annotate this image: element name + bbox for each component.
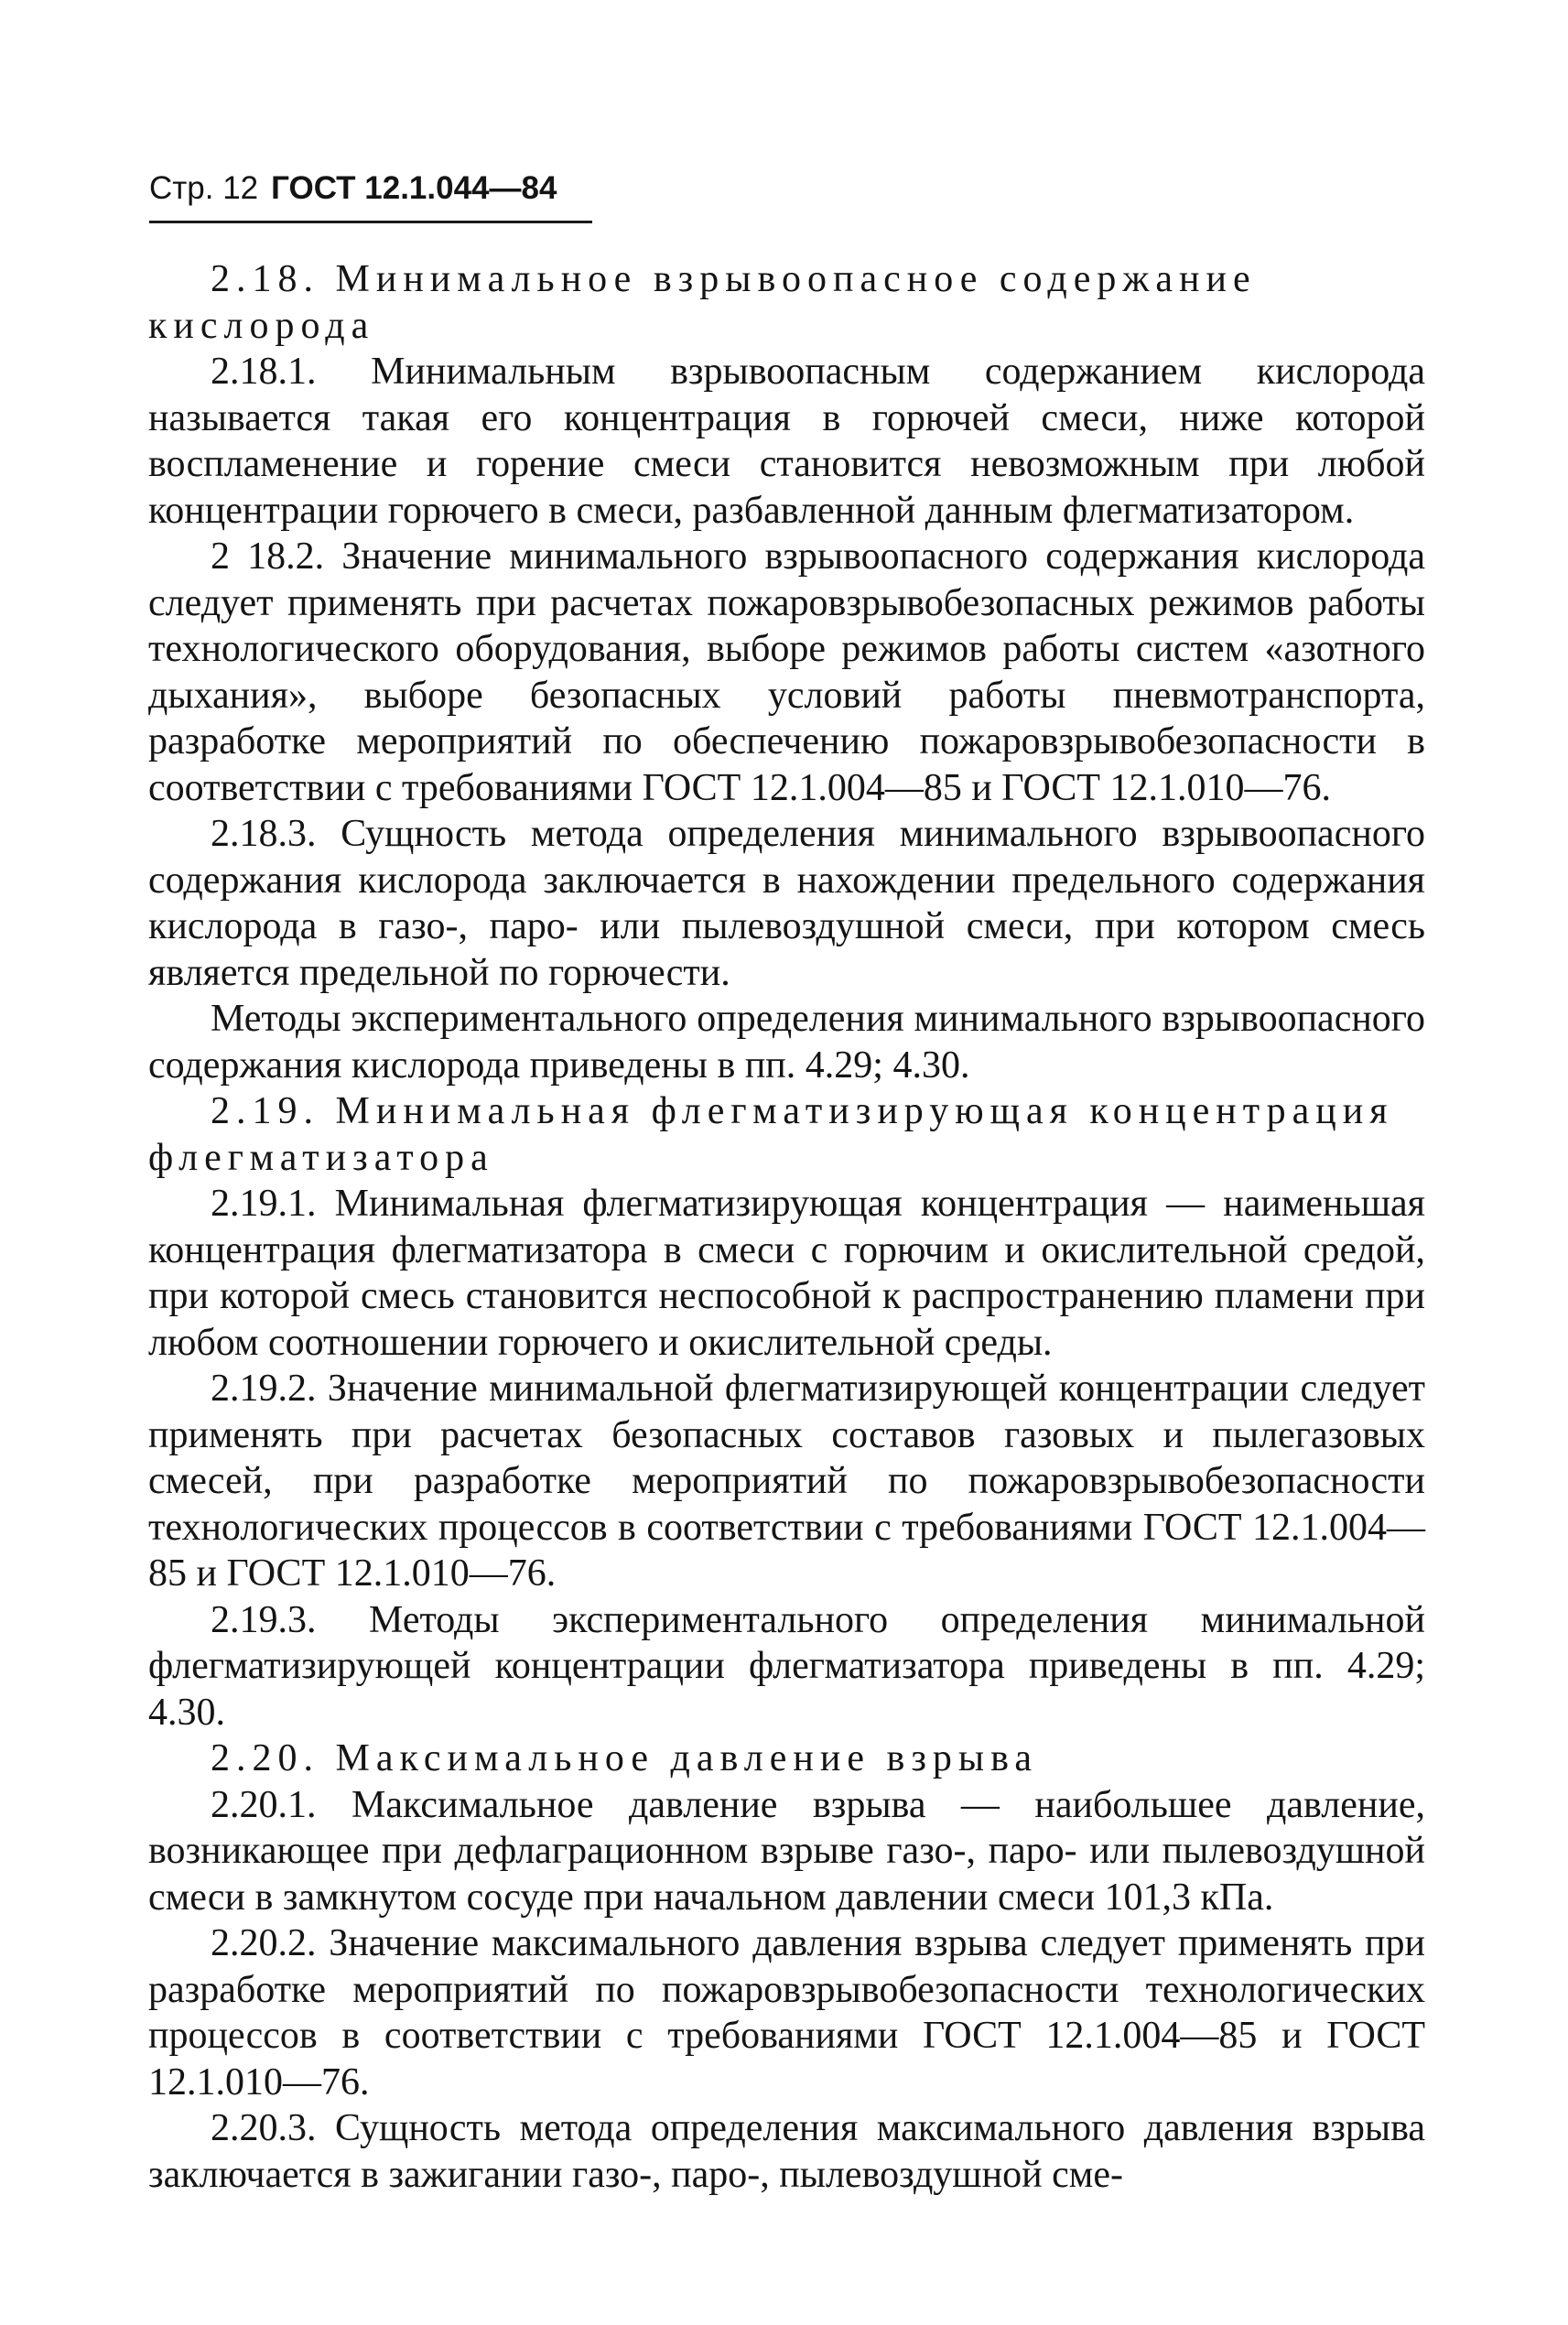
header-divider <box>149 221 592 223</box>
paragraph-2-18-2: 2 18.2. Значение минимального взрывоопасного содержания кислорода следует применять при расчетах пожаровзрывобезопасных режимов работы технологического оборудования, выборе режимов работы систем «азотного дыхания», выборе безопасных условий работы пневмотранспорта, разработке мероприятий по обеспечению пожаровзрывобезопасности в соответствии с требованиями ГОСТ 12.1.004—85 и ГОСТ 12.1.010—76. <box>148 535 1425 809</box>
section-title-2-19: 2.19. Минимальная флегматизирующая концентрация флегматизатора <box>148 1090 1394 1179</box>
paragraph-2-20-3: 2.20.3. Сущность метода определения максимального давления взрыва заключается в зажигании газо-, паро-, пылевоздушной сме- <box>148 2107 1425 2196</box>
paragraph-2-18-methods: Методы экспериментального определения минимального взрывоопасного содержания кислорода приведены в пп. 4.29; 4.30. <box>148 998 1425 1087</box>
paragraph-2-18-3: 2.18.3. Сущность метода определения минимального взрывоопасного содержания кислорода заключается в нахождении предельного содержания кислорода в газо-, паро- или пылевоздушной смеси, при котором смесь является предельной по горючести. <box>148 813 1425 994</box>
paragraph-2-19-2: 2.19.2. Значение минимальной флегматизирующей концентрации следует применять при расчетах безопасных составов газовых и пылегазовых смесей, при разработке мероприятий по пожаровзрывобезопасности технологических процессов в соответствии с требованиями ГОСТ 12.1.004—85 и ГОСТ 12.1.010—76. <box>148 1368 1425 1595</box>
page-header <box>149 170 592 225</box>
paragraph-2-19-1: 2.19.1. Минимальная флегматизирующая концентрация — наименьшая концентрация флегматизатора в смеси с горючим и окислительной средой, при которой смесь становится неспособной к распространению пламени при любом соотношении горючего и окислительной среды. <box>148 1183 1425 1364</box>
paragraph-2-18-1: 2.18.1. Минимальным взрывоопасным содержанием кислорода называется такая его концентрация в горючей смеси, ниже которой воспламенение и горение смеси становится невозможным при любой концентрации горючего в смеси, разбавленной данным флегматизатором. <box>148 351 1425 532</box>
section-title-2-20: 2.20. Максимальное давление взрыва <box>211 1737 1039 1779</box>
paragraph-2-20-2: 2.20.2. Значение максимального давления взрыва следует применять при разработке мероприятий по пожаровзрывобезопасности технологических процессов в соответствии с требованиями ГОСТ 12.1.004—85 и ГОСТ 12.1.010—76. <box>148 1922 1425 2103</box>
paragraph-2-19-3: 2.19.3. Методы экспериментального определения минимальной флегматизирующей концентрации флегматизатора приведены в пп. 4.29; 4.30. <box>148 1598 1425 1734</box>
page-number: Стр. 12 <box>149 170 259 206</box>
section-title-2-18: 2.18. Минимальное взрывоопасное содержание кислорода <box>148 258 1257 347</box>
paragraph-2-20-1: 2.20.1. Максимальное давление взрыва — наибольшее давление, возникающее при дефлаграционном взрыве газо-, паро- или пылевоздушной смеси в замкнутом сосуде при начальном давлении смеси 101,3 кПа. <box>148 1783 1425 1919</box>
standard-code: ГОСТ 12.1.044—84 <box>271 170 557 206</box>
document-body <box>148 256 1425 2198</box>
